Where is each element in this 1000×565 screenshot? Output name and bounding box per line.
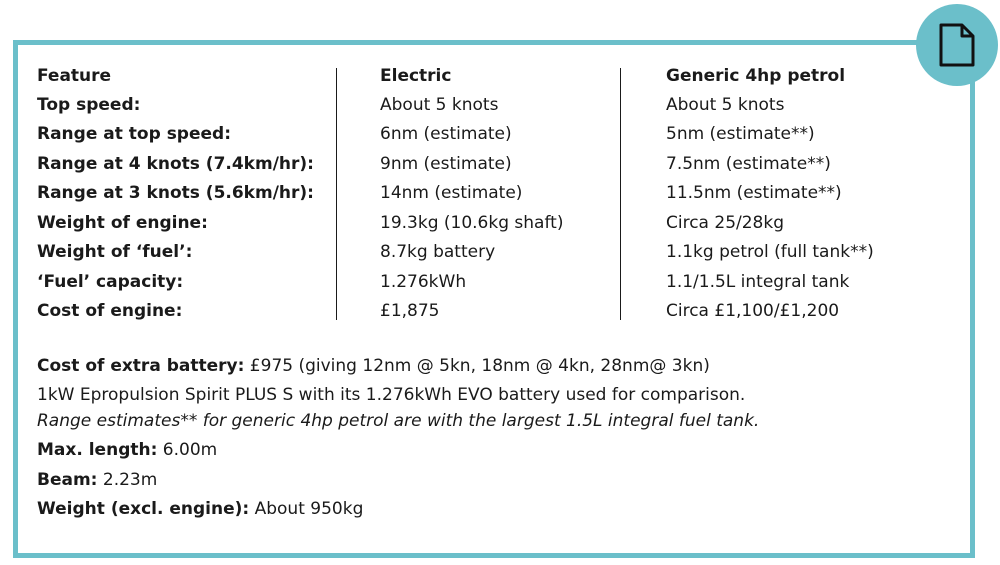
petrol-value: 11.5nm (estimate**) <box>666 183 842 203</box>
max-length-value: 6.00m <box>157 440 218 460</box>
document-badge <box>916 4 998 86</box>
comparison-note: 1kW Epropulsion Spirit PLUS S with its 1.276kWh EVO battery used for comparison. <box>37 385 746 405</box>
petrol-value: Circa 25/28kg <box>666 213 785 233</box>
feature-label: ‘Fuel’ capacity: <box>37 272 184 292</box>
feature-label: Range at 3 knots (5.6km/hr): <box>37 183 314 203</box>
max-length-label: Max. length: <box>37 440 158 460</box>
petrol-value: Circa £1,100/£1,200 <box>666 301 840 321</box>
beam-label: Beam: <box>37 470 98 490</box>
electric-value: 19.3kg (10.6kg shaft) <box>380 213 564 233</box>
max-length-note <box>37 440 217 460</box>
feature-label: Weight of ‘fuel’: <box>37 242 193 262</box>
column-divider-1 <box>336 68 337 320</box>
weight-note <box>37 499 363 519</box>
electric-value: 9nm (estimate) <box>380 154 512 174</box>
feature-label: Range at 4 knots (7.4km/hr): <box>37 154 314 174</box>
petrol-value: 1.1/1.5L integral tank <box>666 272 850 292</box>
weight-value: About 950kg <box>249 499 364 519</box>
electric-value: 14nm (estimate) <box>380 183 523 203</box>
feature-label: Weight of engine: <box>37 213 208 233</box>
feature-label: Top speed: <box>37 95 141 115</box>
extra-battery-label: Cost of extra battery: <box>37 356 245 376</box>
beam-value: 2.23m <box>97 470 158 490</box>
electric-value: £1,875 <box>380 301 440 321</box>
extra-battery-note <box>37 356 710 376</box>
feature-label: Range at top speed: <box>37 124 232 144</box>
feature-label: Cost of engine: <box>37 301 183 321</box>
header-petrol: Generic 4hp petrol <box>666 66 846 86</box>
petrol-value: About 5 knots <box>666 95 785 115</box>
electric-value: 1.276kWh <box>380 272 467 292</box>
electric-value: 6nm (estimate) <box>380 124 512 144</box>
beam-note <box>37 470 157 490</box>
electric-value: About 5 knots <box>380 95 499 115</box>
weight-label: Weight (excl. engine): <box>37 499 250 519</box>
document-icon <box>938 22 976 68</box>
petrol-value: 7.5nm (estimate**) <box>666 154 831 174</box>
petrol-value: 5nm (estimate**) <box>666 124 815 144</box>
electric-value: 8.7kg battery <box>380 242 496 262</box>
header-feature: Feature <box>37 66 112 86</box>
header-electric: Electric <box>380 66 452 86</box>
range-footnote: Range estimates** for generic 4hp petrol are with the largest 1.5L integral fuel tank. <box>37 411 760 431</box>
petrol-value: 1.1kg petrol (full tank**) <box>666 242 874 262</box>
extra-battery-value: £975 (giving 12nm @ 5kn, 18nm @ 4kn, 28nm@ 3kn) <box>244 356 710 376</box>
column-divider-2 <box>620 68 621 320</box>
